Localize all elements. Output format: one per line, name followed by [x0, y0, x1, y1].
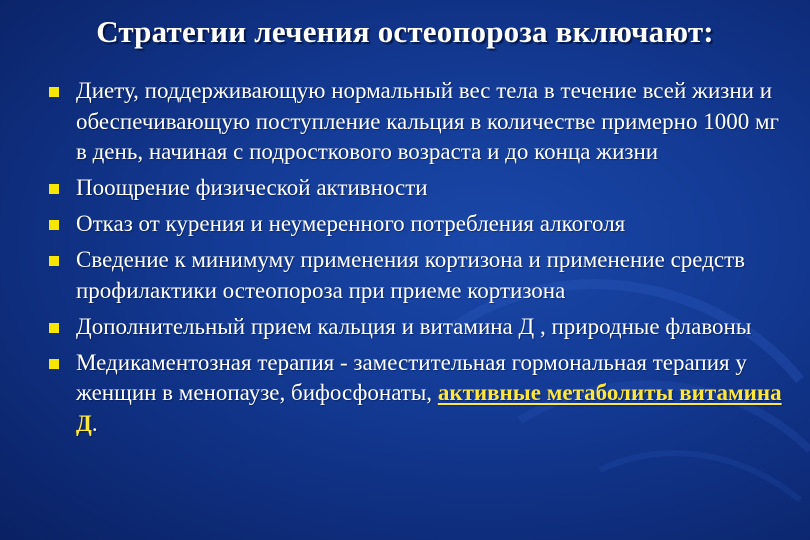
square-bullet-icon: [49, 323, 59, 333]
bullet-text: Отказ от курения и неумеренного потребления алкоголя: [76, 211, 626, 236]
bullet-item-activity: [44, 173, 784, 204]
bullet-text: Диету, поддерживающую нормальный вес тела в течение всей жизни и обеспечивающую поступление кальция в количестве примерно 1000 мг в день, начиная с подросткового возраста и до конца жизни: [76, 78, 779, 164]
bullet-text: Дополнительный прием кальция и витамина Д , природные флавоны: [76, 313, 752, 339]
bullet-item-drug-therapy: [44, 348, 784, 440]
bullet-text: Медикаментозная терапия - заместительная гормональная терапия у женщин в менопаузе, бифосфонаты,: [76, 349, 747, 405]
bullet-suffix: .: [91, 410, 98, 436]
bullet-list: [44, 76, 784, 445]
square-bullet-icon: [49, 220, 59, 230]
slide-title: Стратегии лечения остеопороза включают:: [96, 14, 714, 49]
bullet-item-diet: [44, 76, 784, 168]
bullet-text: Поощрение физической активности: [76, 175, 428, 200]
square-bullet-icon: [49, 184, 59, 194]
vitamin-d-metabolites-link[interactable]: активные метаболиты витамина Д: [76, 380, 782, 436]
square-bullet-icon: [49, 256, 59, 266]
bullet-item-cortisone: [44, 245, 784, 306]
square-bullet-icon: [49, 359, 59, 369]
bullet-text: Сведение к минимуму применения кортизона и применение средств профилактики остеопороза при приеме кортизона: [76, 247, 746, 303]
bullet-item-calcium: [44, 312, 784, 343]
square-bullet-icon: [49, 87, 59, 97]
bullet-item-smoking: [44, 209, 784, 240]
